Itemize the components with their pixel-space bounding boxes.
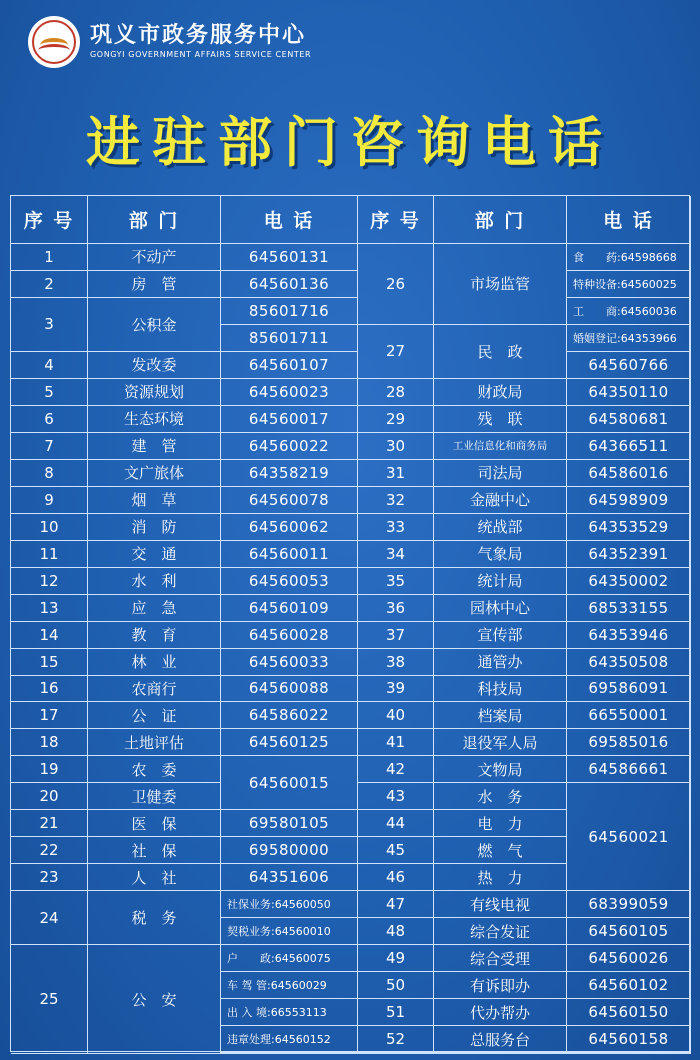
phone-cell: 64586661 [567, 756, 691, 783]
phone-cell: 64353946 [567, 622, 691, 649]
phone-cell: 64353529 [567, 514, 691, 541]
phone-cell: 64560022 [221, 433, 358, 460]
phone-cell: 64560033 [221, 649, 358, 676]
phone-cell: 工 商:64560036 [567, 298, 691, 325]
dept-cell: 民 政 [434, 325, 567, 379]
dept-cell: 综合受理 [434, 945, 567, 972]
seq-cell: 28 [358, 379, 434, 406]
phone-cell: 85601716 [221, 298, 358, 325]
seq-cell: 33 [358, 514, 434, 541]
seq-cell: 20 [11, 783, 88, 810]
phone-cell: 64560125 [221, 729, 358, 756]
seq-cell: 43 [358, 783, 434, 810]
phone-cell: 契税业务:64560010 [221, 918, 358, 945]
seq-cell: 46 [358, 864, 434, 891]
seq-cell: 10 [11, 514, 88, 541]
dept-cell: 燃 气 [434, 837, 567, 864]
seq-cell: 48 [358, 918, 434, 945]
phone-cell: 64560017 [221, 406, 358, 433]
header-dept-right: 部 门 [434, 196, 567, 244]
phone-cell: 64560026 [567, 945, 691, 972]
phone-cell: 64560062 [221, 514, 358, 541]
seq-cell: 27 [358, 325, 434, 379]
phone-cell: 64352391 [567, 541, 691, 568]
dept-cell: 气象局 [434, 541, 567, 568]
dept-cell: 宣传部 [434, 622, 567, 649]
seq-cell: 35 [358, 568, 434, 595]
phone-cell: 85601711 [221, 325, 358, 352]
phone-cell: 64560136 [221, 271, 358, 298]
phone-cell: 64560105 [567, 918, 691, 945]
phone-cell: 特种设备:64560025 [567, 271, 691, 298]
seq-cell: 3 [11, 298, 88, 352]
dept-cell: 工业信息化和商务局 [434, 433, 567, 460]
seq-cell: 17 [11, 702, 88, 729]
seq-cell: 18 [11, 729, 88, 756]
seq-cell: 40 [358, 702, 434, 729]
phone-cell: 64351606 [221, 864, 358, 891]
header-seq-right: 序 号 [358, 196, 434, 244]
seq-cell: 12 [11, 568, 88, 595]
seq-cell: 44 [358, 810, 434, 837]
header-phone-right: 电 话 [567, 196, 691, 244]
brand [90, 23, 311, 61]
dept-cell: 退役军人局 [434, 729, 567, 756]
phone-cell: 婚姻登记:64353966 [567, 325, 691, 352]
phone-cell [567, 1053, 691, 1054]
seq-cell: 47 [358, 891, 434, 918]
dept-cell: 代办帮办 [434, 999, 567, 1026]
seq-cell: 50 [358, 972, 434, 999]
dept-cell: 财政局 [434, 379, 567, 406]
phone-cell: 64560028 [221, 622, 358, 649]
seq-cell: 29 [358, 406, 434, 433]
phone-cell: 64560015 [221, 756, 358, 810]
seq-cell: 13 [11, 595, 88, 622]
seq-cell: 9 [11, 487, 88, 514]
seq-cell: 42 [358, 756, 434, 783]
phone-cell: 68533155 [567, 595, 691, 622]
phone-cell: 64586022 [221, 702, 358, 729]
dept-cell: 消 防 [88, 514, 221, 541]
seq-cell: 5 [11, 379, 88, 406]
dept-cell: 土地评估 [88, 729, 221, 756]
dept-cell: 综合发证 [434, 918, 567, 945]
page-header [28, 14, 311, 70]
dept-cell: 农商行 [88, 676, 221, 703]
seq-cell: 38 [358, 649, 434, 676]
dept-cell: 烟 草 [88, 487, 221, 514]
seq-cell: 11 [11, 541, 88, 568]
seq-cell: 41 [358, 729, 434, 756]
dept-cell: 医 保 [88, 810, 221, 837]
phone-cell: 64560088 [221, 676, 358, 703]
dept-cell: 档案局 [434, 702, 567, 729]
center-name-en: GONGYI GOVERNMENT AFFAIRS SERVICE CENTER [90, 50, 312, 59]
dept-cell: 残 联 [434, 406, 567, 433]
phone-cell: 69580105 [221, 810, 358, 837]
seq-cell: 45 [358, 837, 434, 864]
seq-cell: 21 [11, 810, 88, 837]
seq-cell: 37 [358, 622, 434, 649]
seq-cell: 4 [11, 352, 88, 379]
dept-cell: 林 业 [88, 649, 221, 676]
dept-cell: 公积金 [88, 298, 221, 352]
dept-cell: 文物局 [434, 756, 567, 783]
gov-center-logo-icon [28, 16, 80, 68]
phone-cell: 64560023 [221, 379, 358, 406]
phone-cell: 64350508 [567, 649, 691, 676]
dept-cell: 不动产 [88, 244, 221, 271]
phone-cell: 出 入 境:66553113 [221, 999, 358, 1026]
center-name: 巩义市政务服务中心 [90, 23, 307, 48]
dept-cell: 统计局 [434, 568, 567, 595]
phone-cell: 户 政:64560075 [221, 945, 358, 972]
dept-cell: 建 管 [88, 433, 221, 460]
dept-cell: 电 力 [434, 810, 567, 837]
seq-cell [358, 1053, 434, 1054]
phone-cell: 64560109 [221, 595, 358, 622]
phone-cell: 64560150 [567, 999, 691, 1026]
dept-cell: 交 通 [88, 541, 221, 568]
dept-cell: 统战部 [434, 514, 567, 541]
phone-cell: 69586091 [567, 676, 691, 703]
phone-cell: 64560102 [567, 972, 691, 999]
phone-cell: 64560011 [221, 541, 358, 568]
dept-cell: 市场监管 [434, 244, 567, 325]
dept-cell: 农 委 [88, 756, 221, 783]
seq-cell: 14 [11, 622, 88, 649]
dept-cell: 教 育 [88, 622, 221, 649]
dept-cell: 司法局 [434, 460, 567, 487]
dept-cell: 生态环境 [88, 406, 221, 433]
dept-cell: 文广旅体 [88, 460, 221, 487]
seq-cell: 34 [358, 541, 434, 568]
dept-cell: 通管办 [434, 649, 567, 676]
seq-cell: 30 [358, 433, 434, 460]
phone-cell: 64350110 [567, 379, 691, 406]
dept-cell: 园林中心 [434, 595, 567, 622]
phone-cell: 69585016 [567, 729, 691, 756]
phone-cell: 64586016 [567, 460, 691, 487]
seq-cell: 49 [358, 945, 434, 972]
seq-cell: 36 [358, 595, 434, 622]
phone-cell: 64560107 [221, 352, 358, 379]
seq-cell: 39 [358, 676, 434, 703]
dept-cell: 公 证 [88, 702, 221, 729]
dept-cell: 总服务台 [434, 1026, 567, 1053]
phone-cell [221, 1053, 358, 1054]
seq-cell: 2 [11, 271, 88, 298]
dept-cell: 应 急 [88, 595, 221, 622]
phone-cell: 68399059 [567, 891, 691, 918]
phone-cell: 64350002 [567, 568, 691, 595]
dept-cell: 水 利 [88, 568, 221, 595]
phone-table [10, 195, 690, 1052]
seq-cell: 16 [11, 676, 88, 703]
dept-cell: 热 力 [434, 864, 567, 891]
dept-cell [434, 1053, 567, 1054]
seq-cell: 6 [11, 406, 88, 433]
dept-cell: 公 安 [88, 945, 221, 1054]
dept-cell: 金融中心 [434, 487, 567, 514]
phone-cell: 69580000 [221, 837, 358, 864]
dept-cell: 发改委 [88, 352, 221, 379]
header-dept-left: 部 门 [88, 196, 221, 244]
seq-cell: 24 [11, 891, 88, 945]
phone-cell: 64580681 [567, 406, 691, 433]
phone-cell: 64560021 [567, 783, 691, 891]
page-title: 进驻部门咨询电话 [86, 111, 614, 174]
seq-cell: 51 [358, 999, 434, 1026]
phone-cell: 64560766 [567, 352, 691, 379]
dept-cell: 税 务 [88, 891, 221, 945]
dept-cell: 人 社 [88, 864, 221, 891]
seq-cell: 52 [358, 1026, 434, 1053]
dept-cell: 有诉即办 [434, 972, 567, 999]
dept-cell: 社 保 [88, 837, 221, 864]
seq-cell: 1 [11, 244, 88, 271]
phone-cell: 64560053 [221, 568, 358, 595]
seq-cell: 19 [11, 756, 88, 783]
seq-cell: 25 [11, 945, 88, 1054]
dept-cell: 卫健委 [88, 783, 221, 810]
phone-cell: 64358219 [221, 460, 358, 487]
phone-cell: 食 药:64598668 [567, 244, 691, 271]
phone-cell: 64560158 [567, 1026, 691, 1053]
seq-cell: 31 [358, 460, 434, 487]
phone-cell: 违章处理:64560152 [221, 1026, 358, 1053]
dept-cell: 资源规划 [88, 379, 221, 406]
seq-cell: 23 [11, 864, 88, 891]
seq-cell: 7 [11, 433, 88, 460]
phone-cell: 64598909 [567, 487, 691, 514]
phone-cell: 64560078 [221, 487, 358, 514]
dept-cell: 有线电视 [434, 891, 567, 918]
seq-cell: 8 [11, 460, 88, 487]
dept-cell: 水 务 [434, 783, 567, 810]
phone-cell: 社保业务:64560050 [221, 891, 358, 918]
phone-cell: 车 驾 管:64560029 [221, 972, 358, 999]
phone-cell: 64366511 [567, 433, 691, 460]
header-phone-left: 电 话 [221, 196, 358, 244]
seq-cell: 22 [11, 837, 88, 864]
dept-cell: 科技局 [434, 676, 567, 703]
seq-cell: 32 [358, 487, 434, 514]
phone-cell: 66550001 [567, 702, 691, 729]
dept-cell: 房 管 [88, 271, 221, 298]
header-seq-left: 序 号 [11, 196, 88, 244]
seq-cell: 15 [11, 649, 88, 676]
seq-cell: 26 [358, 244, 434, 325]
phone-cell: 64560131 [221, 244, 358, 271]
